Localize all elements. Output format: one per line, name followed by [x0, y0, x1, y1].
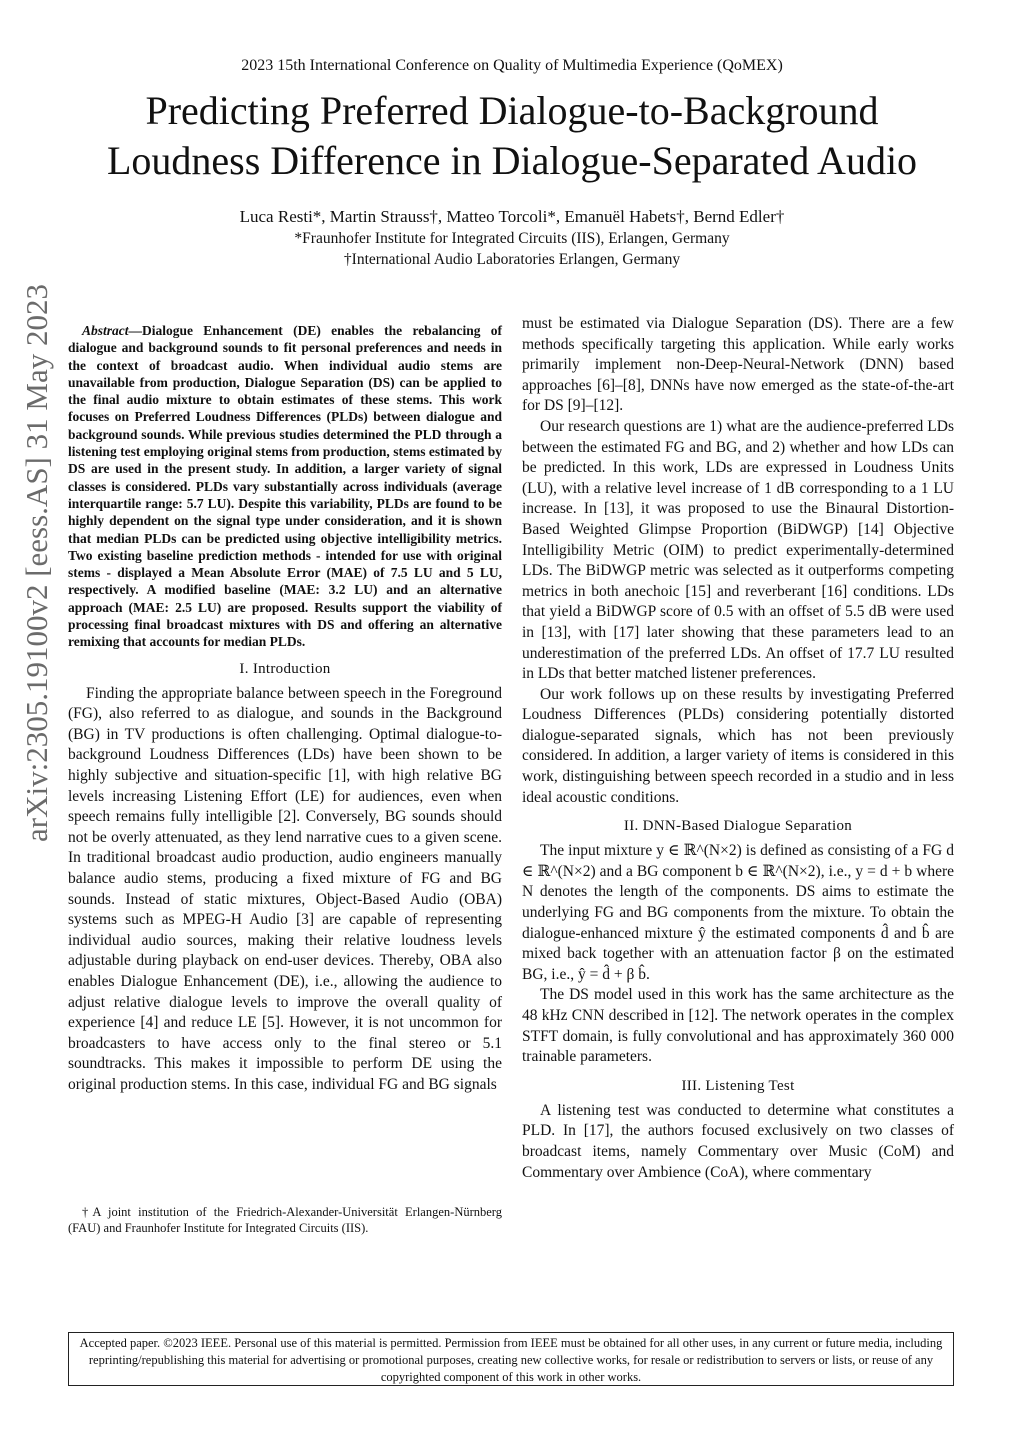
copyright-notice: Accepted paper. ©2023 IEEE. Personal use of this material is permitted. Permission from IEEE must be obtained for all other uses, in any current or future media, including reprinting/republishing this material for advertising or promotional purposes, creating new collective works, for resale or redistribution to servers or lists, or reuse of any copyrighted component of this work in other works.	[68, 1332, 954, 1386]
right-column	[522, 314, 954, 1183]
paragraph-research-questions: Our research questions are 1) what are the audience-preferred LDs between the estimated FG and BG, and 2) whether and how LDs can be predicted. In this work, LDs are expressed in Loudness Units (LU), with a relative level increase of 1 dB corresponding to a 1 LU increase. In [13], it was proposed to use the Binaural Distortion-Based Weighted Glimpse Proportion (BiDWGP) [14] Objective Intelligibility Metric (OIM) to predict experimentally-determined LDs. The BiDWGP metric was selected as it outperforms competing metrics in both anechoic [15] and reverberant [16] conditions. LDs that yield a BiDWGP score of 0.5 with an offset of 5.5 dB were used in [13], with [17] later showing that these parameters lead to an underestimation of the preferred LDs. An offset of 17.7 LU resulted in LDs that better matched listener preferences.	[522, 417, 954, 683]
section-heading-listening-test: III. Listening Test	[681, 1077, 795, 1094]
abstract-text: —Dialogue Enhancement (DE) enables the rebalancing of dialogue and background sounds to fit personal preferences and needs in the context of broadcast audio. When individual audio stems are unavailable from production, Dialogue Separation (DS) can be applied to the final audio mixture to obtain estimates of these stems. This work focuses on Preferred Loudness Differences (PLDs) between dialogue and background sounds. While previous studies determined the PLD through a listening test employing original stems from production, stems estimated by DS are used in the present study. In addition, a larger variety of signal classes is considered. PLDs vary substantially across individuals (average interquartile range: 5.7 LU). Despite this variability, PLDs are found to be highly dependent on the signal type under consideration, and it is shown that median PLDs can be predicted using objective intelligibility metrics. Two existing baseline prediction methods - intended for use with original stems - displayed a Mean Absolute Error (MAE) of 7.5 LU and 5 LU, respectively. A modified baseline (MAE: 3.2 LU) and an alternative approach (MAE: 2.5 LU) are proposed. Results support the viability of processing final broadcast mixtures with DS and offering an alternative remixing that accounts for median PLDs.	[68, 323, 502, 650]
introduction-body	[68, 684, 502, 1096]
abstract-label: Abstract	[82, 323, 129, 338]
paragraph-input-mixture: The input mixture y ∈ ℝ^(N×2) is defined as consisting of a FG d ∈ ℝ^(N×2) and a BG component b ∈ ℝ^(N×2), i.e., y = d + b where N denotes the length of the components. DS aims to estimate the underlying FG and BG components from the mixture. To obtain the dialogue-enhanced mixture ŷ the estimated components d̂ and b̂ are mixed back together with an attenuation factor β on the estimated BG, i.e., ŷ = d̂ + β b̂.	[522, 842, 954, 983]
affiliation-audiolabs: †International Audio Laboratories Erlangen, Germany	[343, 251, 681, 268]
introduction-paragraph: Finding the appropriate balance between speech in the Foreground (FG), also referred to as dialogue, and sounds in the Background (BG) in TV productions is often challenging. Optimal dialogue-to-background Loudness Differences (LDs) have been shown to be highly subjective and situation-specific [1], with high relative BG levels increasing Listening Effort (LE) for audiences, even when speech remains fully intelligible [2]. Conversely, BG sounds should not be overly attenuated, as they lend narrative cues to a given scene. In traditional broadcast audio production, audio engineers manually balance audio stems, producing a fixed mixture of FG and BG sounds. Instead of static mixtures, Object-Based Audio (OBA) systems such as MPEG-H Audio [3] are capable of representing individual audio sources, making their relative loudness levels adjustable during playback on end-user devices. Thereby, OBA also enables Dialogue Enhancement (DE), i.e., allowing the audience to adjust relative dialogue levels to improve the overall quality of experience [4] and reduce LE [5]. However, it is not uncommon for broadcasters to have access only to the final stereo or 5.1 soundtracks. This makes it impossible to perform DE using the original production stems. In this case, individual FG and BG signals	[68, 684, 502, 1093]
affiliation-fraunhofer: *Fraunhofer Institute for Integrated Circuits (IIS), Erlangen, Germany	[294, 230, 730, 247]
title-line-2: Loudness Difference in Dialogue-Separated Audio	[106, 138, 918, 183]
abstract	[68, 322, 502, 651]
paper-title	[40, 86, 984, 186]
paragraph-continued: must be estimated via Dialogue Separation (DS). There are a few methods specifically targeting this application. While early works primarily implement non-Deep-Neural-Network (DNN) based approaches [6]–[8], DNNs have now emerged as the state-of-the-art for DS [9]–[12].	[522, 315, 954, 415]
title-line-1: Predicting Preferred Dialogue-to-Background	[145, 88, 879, 133]
left-column	[68, 322, 502, 1096]
paragraph-our-work: Our work follows up on these results by investigating Preferred Loudness Differences (PLDs) considering potentially distorted dialogue-separated signals, which has not been previously considered. In addition, a larger variety of items is considered in this work, distinguishing between speech recorded in a studio and in less ideal acoustic conditions.	[522, 685, 954, 806]
arxiv-stamp: arXiv:2305.19100v2 [eess.AS] 31 May 2023	[19, 284, 54, 842]
section-heading-dnn: II. DNN-Based Dialogue Separation	[623, 818, 853, 835]
section-heading-introduction: I. Introduction	[239, 660, 331, 677]
author-block	[0, 206, 1024, 270]
footnote: †A joint institution of the Friedrich-Alexander-Universität Erlangen-Nürnberg (FAU) and Fraunhofer Institute for Integrated Circuits (IIS).	[68, 1205, 502, 1235]
paragraph-listening-test: A listening test was conducted to determine what constitutes a PLD. In [17], the authors focused exclusively on two classes of broadcast items, namely Commentary over Music (CoM) and Commentary over Ambience (CoA), where commentary	[522, 1101, 954, 1181]
paragraph-ds-model: The DS model used in this work has the same architecture as the 48 kHz CNN described in [12]. The network operates in the complex STFT domain, is fully convolutional and has approximately 360 000 trainable parameters.	[522, 986, 954, 1066]
conference-header: 2023 15th International Conference on Quality of Multimedia Experience (QoMEX)	[241, 57, 783, 74]
author-list: Luca Resti*, Martin Strauss†, Matteo Torcoli*, Emanuël Habets†, Bernd Edler†	[239, 207, 785, 226]
